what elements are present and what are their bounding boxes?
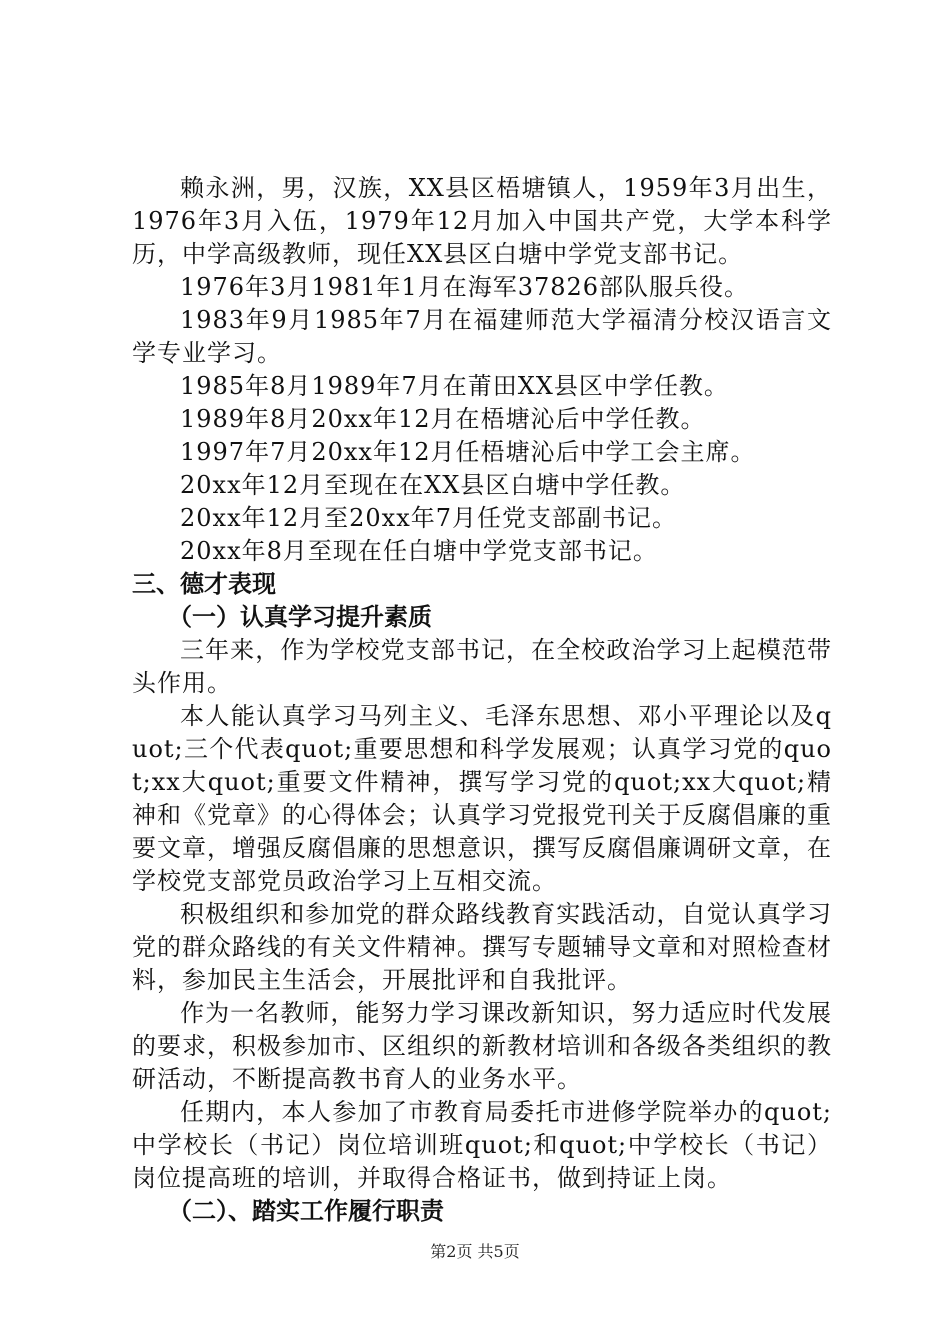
paragraph-timeline-20xx-deputy: 20xx年12月至20xx年7月任党支部副书记。	[180, 504, 678, 532]
paragraph-timeline-20xx-secretary: 20xx年8月至现在任白塘中学党支部书记。	[180, 537, 658, 565]
document-body	[132, 172, 832, 1228]
paragraph-timeline-1976: 1976年3月1981年1月在海军37826部队服兵役。	[180, 273, 750, 301]
subsection-heading-study: （一）认真学习提升素质	[168, 603, 432, 631]
page-footer: 第2页 共5页	[430, 1242, 520, 1261]
paragraph-timeline-1983: 1983年9月1985年7月在福建师范大学福清分校汉语言文学专业学习。	[132, 306, 832, 367]
paragraph-study-intro: 三年来，作为学校党支部书记，在全校政治学习上起模范带头作用。	[132, 636, 832, 697]
paragraph-study-mass-line: 积极组织和参加党的群众路线教育实践活动，自觉认真学习党的群众路线的有关文件精神。撰写专题辅导文章和对照检查材料，参加民主生活会，开展批评和自我批评。	[132, 900, 832, 994]
paragraph-timeline-1989: 1989年8月20xx年12月在梧塘沁后中学任教。	[180, 405, 706, 433]
subsection-heading-work: （二）、踏实工作履行职责	[168, 1197, 444, 1225]
paragraph-timeline-1985: 1985年8月1989年7月在莆田XX县区中学任教。	[180, 372, 729, 400]
paragraph-study-teacher: 作为一名教师，能努力学习课改新知识，努力适应时代发展的要求，积极参加市、区组织的新教材培训和各级各类组织的教研活动，不断提高教书育人的业务水平。	[132, 999, 832, 1093]
paragraph-study-training: 任期内，本人参加了市教育局委托市进修学院举办的quot;中学校长（书记）岗位培训班quot;和quot;中学校长（书记）岗位提高班的培训，并取得合格证书，做到持证上岗。	[132, 1098, 832, 1192]
paragraph-bio: 赖永洲，男，汉族，XX县区梧塘镇人，1959年3月出生，1976年3月入伍，1979年12月加入中国共产党，大学本科学历，中学高级教师，现任XX县区白塘中学党支部书记。	[132, 174, 832, 268]
paragraph-timeline-1997: 1997年7月20xx年12月任梧塘沁后中学工会主席。	[180, 438, 756, 466]
section-heading-performance: 三、德才表现	[132, 570, 276, 598]
paragraph-study-theory: 本人能认真学习马列主义、毛泽东思想、邓小平理论以及quot;三个代表quot;重要思想和科学发展观；认真学习党的quot;xx大quot;重要文件精神，撰写学习党的quot;xx大quot;精神和《党章》的心得体会；认真学习党报党刊关于反腐倡廉的重要文章，增强反腐倡廉的思想意识，撰写反腐倡廉调研文章，在学校党支部党员政治学习上互相交流。	[132, 702, 832, 895]
paragraph-timeline-20xx-teaching: 20xx年12月至现在在XX县区白塘中学任教。	[180, 471, 686, 499]
